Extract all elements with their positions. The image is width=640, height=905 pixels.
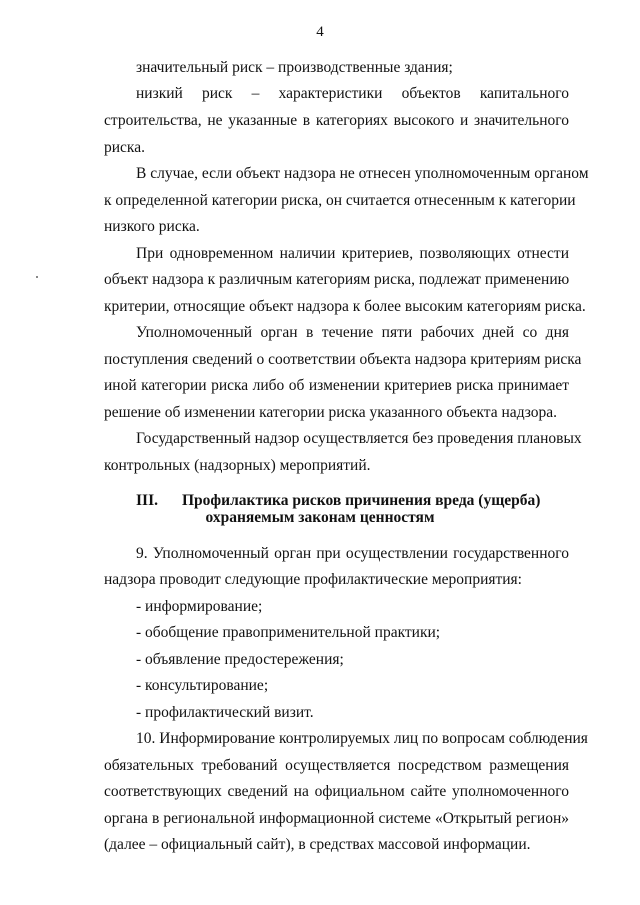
text-line: обязательных требований осуществляется посредством размещения (104, 757, 569, 774)
text-line: решение об изменении категории риска указанного объекта надзора. (104, 404, 558, 421)
text-line: 9. Уполномоченный орган при осуществлении государственного (136, 545, 569, 562)
text-line: надзора проводит следующие профилактические мероприятия: (104, 571, 522, 588)
list-item: - обобщение правоприменительной практики; (136, 624, 441, 641)
text-line: критерии, относящие объект надзора к более высоким категориям риска. (104, 298, 586, 315)
text-line: низкого риска. (104, 218, 200, 235)
text-line: Государственный надзор осуществляется без проведения плановых (136, 430, 582, 447)
text-line: строительства, не указанные в категориях высокого и значительного (104, 112, 569, 129)
page-number: 4 (316, 24, 324, 40)
list-item: - профилактический визит. (136, 704, 314, 721)
text-line: 10. Информирование контролируемых лиц по вопросам соблюдения (136, 730, 588, 747)
text-line: При одновременном наличии критериев, позволяющих отнести (136, 245, 569, 262)
section-title-line-2: охраняемым законам ценностям (205, 509, 435, 526)
text-line: В случае, если объект надзора не отнесен уполномоченным органом (136, 165, 589, 182)
list-item: - консультирование; (136, 677, 269, 694)
text-line: риска. (104, 139, 145, 156)
text-line: контрольных (надзорных) мероприятий. (104, 457, 371, 474)
text-line: поступления сведений о соответствии объекта надзора критериям риска (104, 351, 582, 368)
text-line: к определенной категории риска, он считается отнесенным к категории (104, 192, 576, 209)
text-line: соответствующих сведений на официальном сайте уполномоченного (104, 783, 569, 800)
text-line: низкий риск – характеристики объектов капитального (136, 85, 569, 102)
text-line: объект надзора к различным категориям риска, подлежат применению (104, 271, 570, 288)
text-line: органа в региональной информационной системе «Открытый регион» (104, 810, 569, 827)
list-item: - информирование; (136, 598, 263, 615)
text-line: иной категории риска либо об изменении критериев риска принимает (104, 377, 569, 394)
text-line: значительный риск – производственные здания; (136, 59, 453, 76)
scan-mark (36, 276, 38, 278)
text-line: Уполномоченный орган в течение пяти рабочих дней со дня (136, 324, 569, 341)
text-line: (далее – официальный сайт), в средствах массовой информации. (104, 836, 531, 853)
section-title-line-1: Профилактика рисков причинения вреда (ущерба) (182, 492, 541, 509)
section-number: III. (136, 492, 158, 509)
list-item: - объявление предостережения; (136, 651, 344, 668)
